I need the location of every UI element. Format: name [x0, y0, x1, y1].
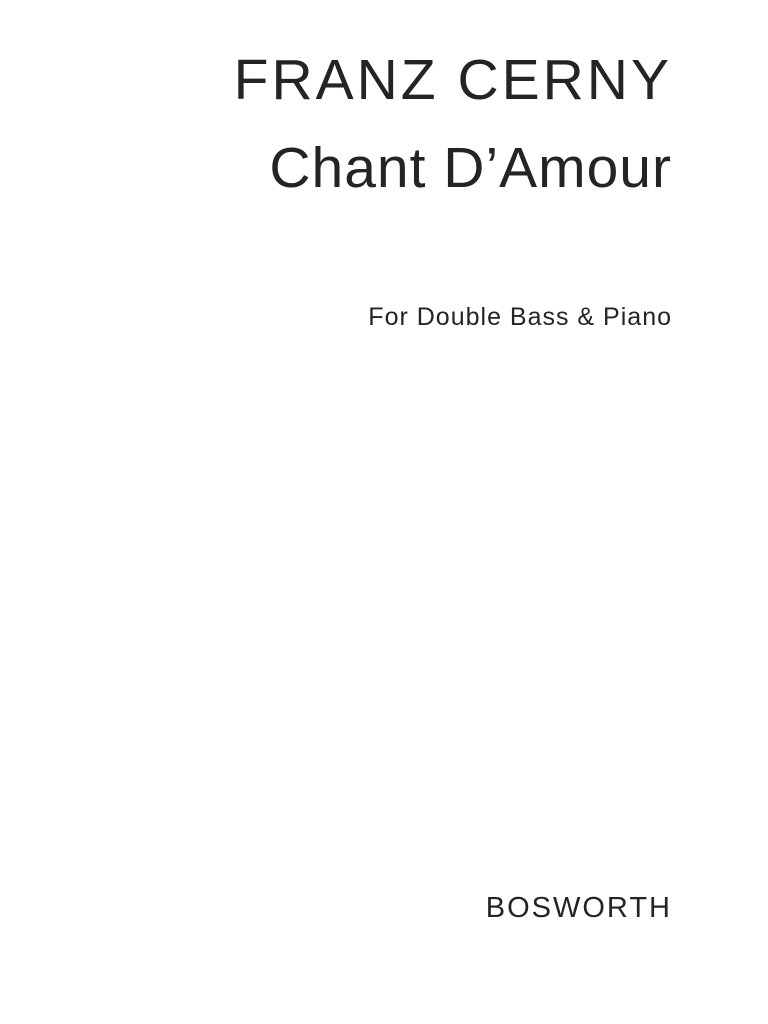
instrumentation-subtitle: For Double Bass & Piano: [368, 303, 672, 331]
work-title: Chant D’Amour: [269, 136, 672, 200]
publisher-logo: BOSWORTH: [485, 892, 672, 924]
composer-name: FRANZ CERNY: [233, 48, 672, 112]
